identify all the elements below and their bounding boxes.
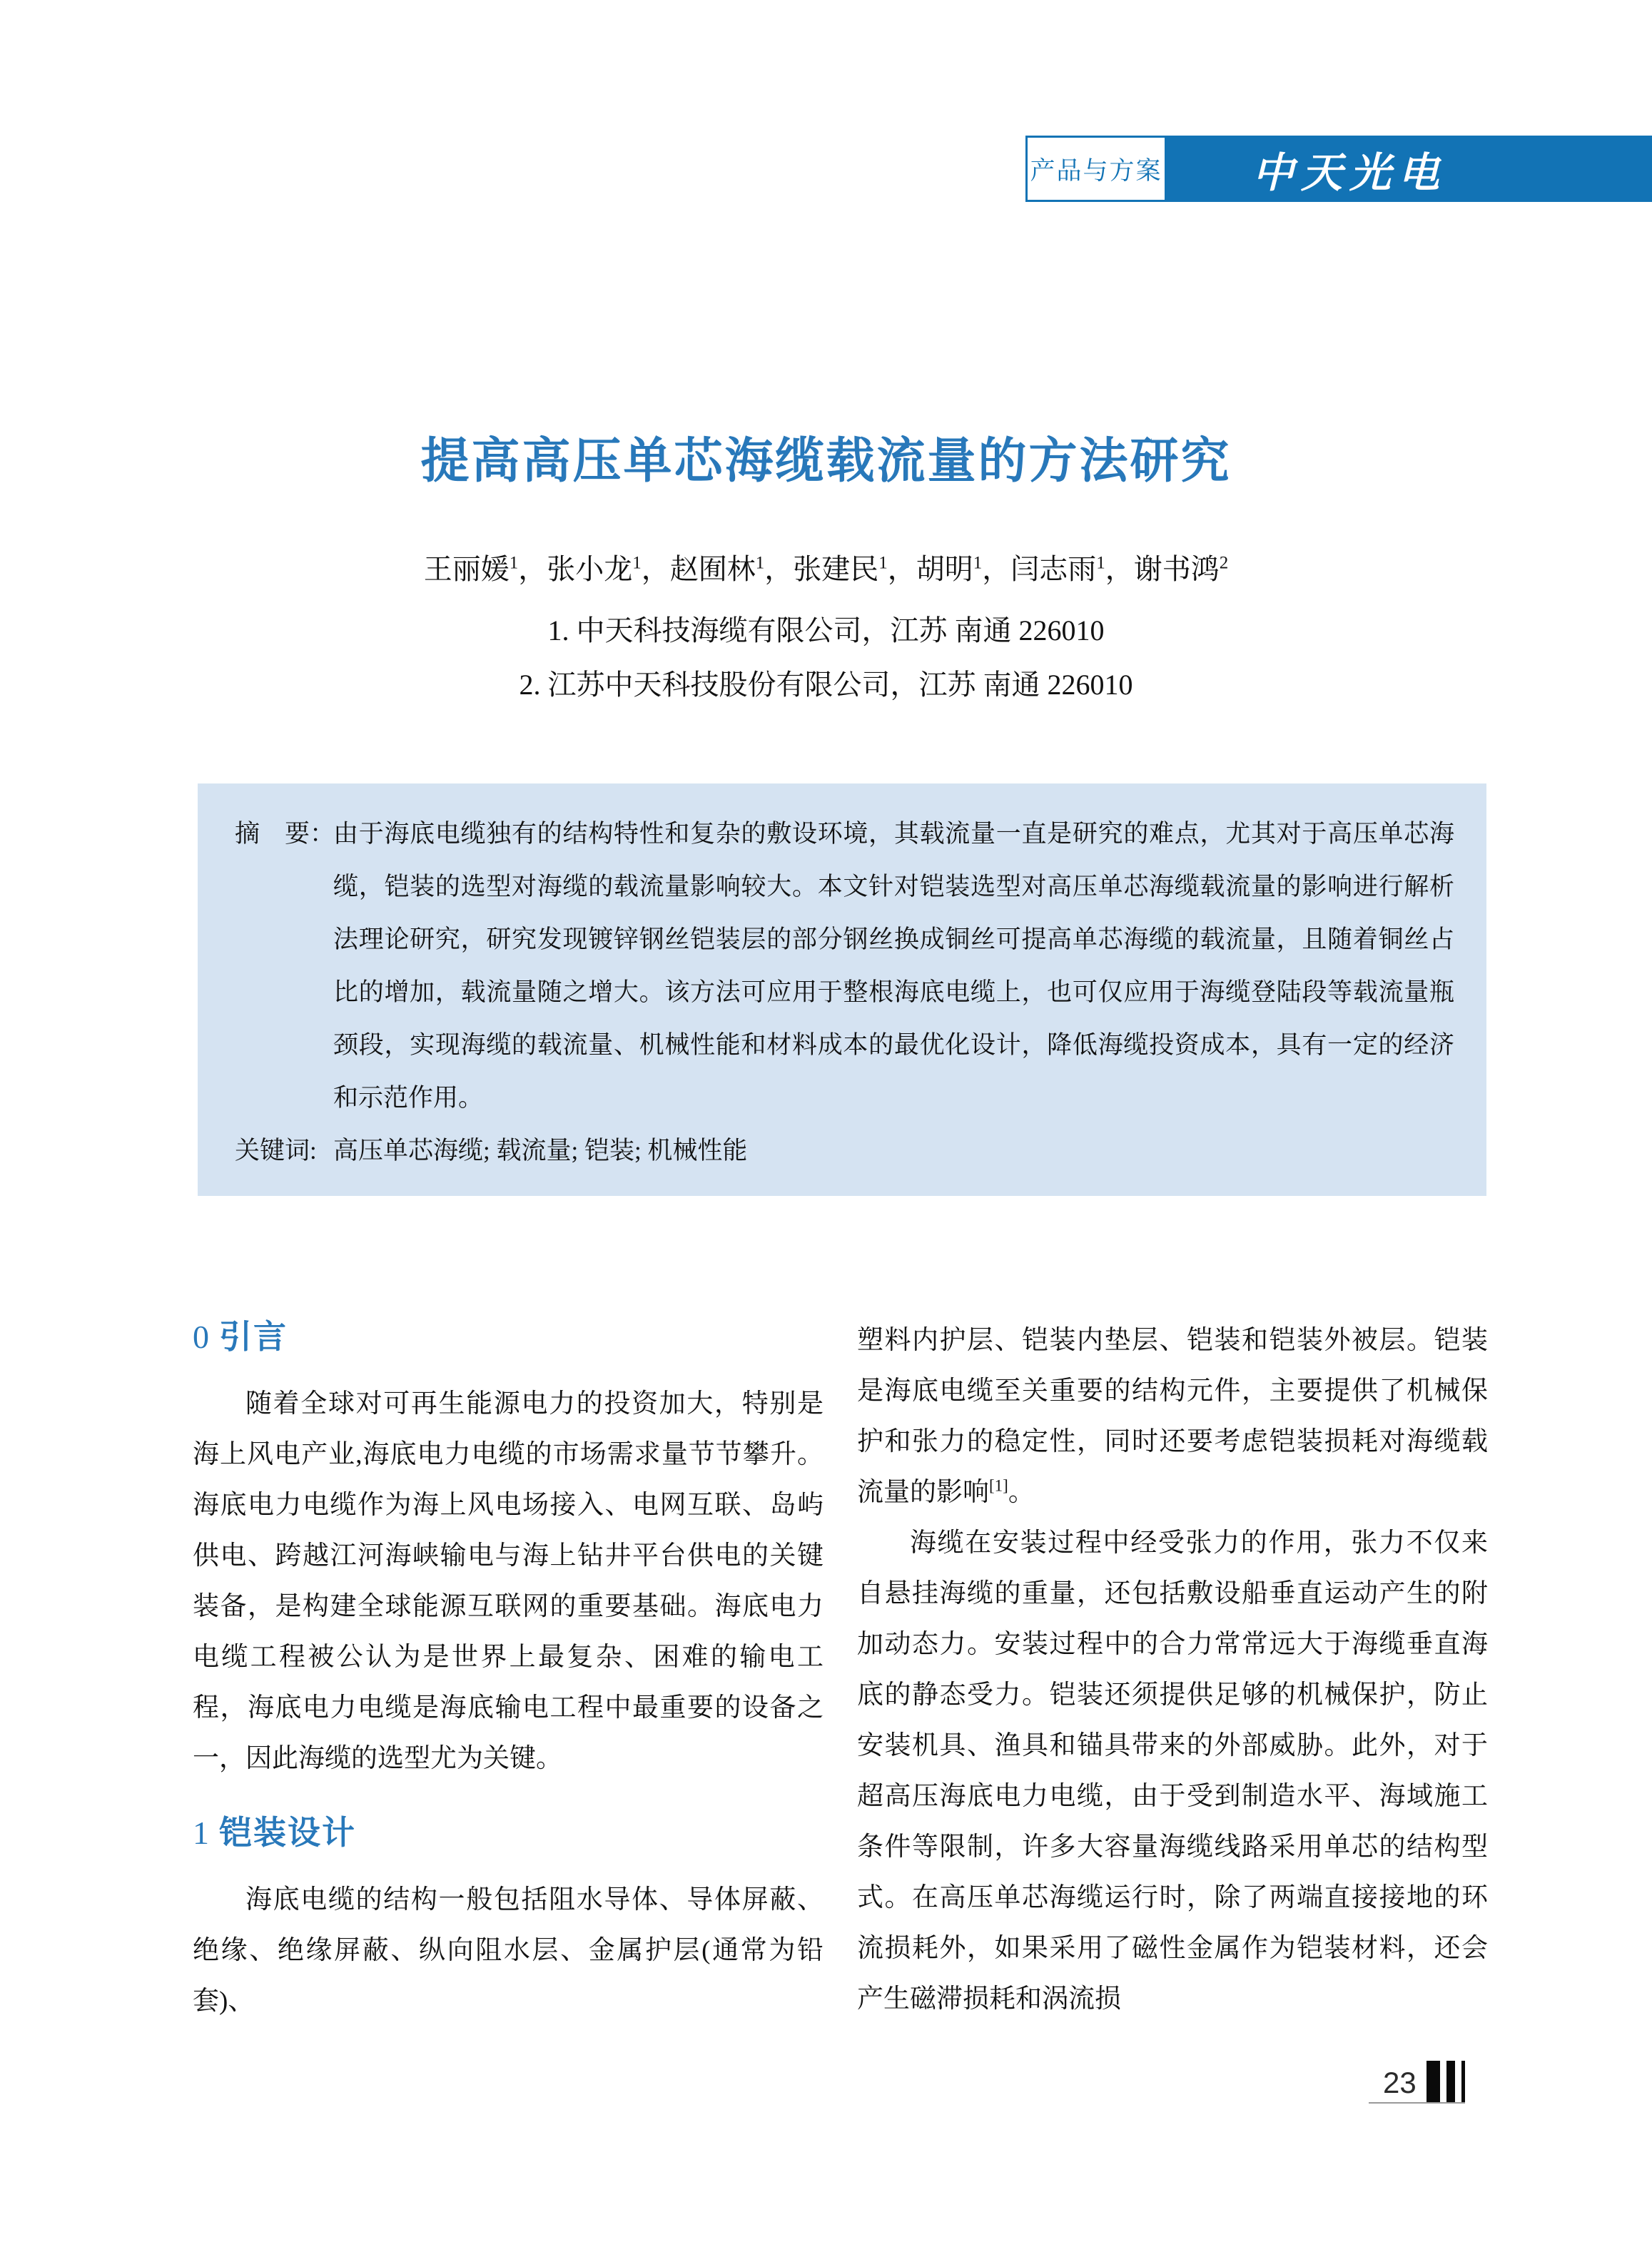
keywords-row (235, 1125, 1454, 1177)
author: 张建民$^1$， (793, 553, 916, 585)
section-heading-1 (193, 1811, 824, 1855)
affiliation-line: 1. 中天科技海缆有限公司，江苏 南通 226010 (547, 614, 1105, 646)
paragraph-cable-structure-continued: 塑料内护层、铠装内垫层、铠装和铠装外被层。铠装是海底电缆至关重要的结构元件，主要提供了机械保护和张力的稳定性，同时还要考虑铠装损耗对海缆载流量的影响[1]。 (857, 1326, 1488, 1507)
author: 赵囿林$^1$， (669, 553, 794, 585)
right-column (857, 1315, 1488, 2027)
author: 闫志雨$^1$， (1010, 553, 1134, 585)
section-badge (1025, 136, 1167, 202)
paragraph-installation-tension: 海缆在安装过程中经受张力的作用，张力不仅来自悬挂海缆的重量，还包括敷设船垂直运动产生的附加动态力。安装过程中的合力常常远大于海缆垂直海底的静态受力。铠装还须提供足够的机械保护，防止安装机具、渔具和锚具带来的外部威胁。此外，对于超高压海底电力电缆，由于受到制造水平、海域施工条件等限制，许多大容量海缆线路采用单芯的结构型式。在高压单芯海缆运行时，除了两端直接接地的环流损耗外，如果采用了磁性金属作为铠装材料，还会产生磁滞损耗和涡流损 (857, 1528, 1488, 2014)
section-title: 铠装设计 (219, 1814, 356, 1851)
author-affiliation-mark: 2 (1219, 553, 1229, 573)
bar-thick (1427, 2061, 1440, 2102)
affiliation-line: 2. 江苏中天科技股份有限公司，江苏 南通 226010 (519, 669, 1133, 701)
page-header-band (1025, 136, 1652, 202)
page-number: 23 (1383, 2066, 1417, 2099)
author-separator: ， (1105, 553, 1134, 585)
section-badge-label: 产品与方案 (1030, 156, 1162, 185)
abstract-label: 摘 要： (235, 820, 335, 848)
authors-line (0, 547, 1652, 587)
brand-logo: 中天光电 (1252, 149, 1447, 196)
author-affiliation-mark: 1 (1096, 553, 1105, 573)
keywords-label: 关键词: (235, 1137, 317, 1165)
article-title: 提高高压单芯海缆载流量的方法研究 (420, 434, 1232, 488)
author-affiliation-mark: 1 (632, 553, 642, 573)
abstract-text: 由于海底电缆独有的结构特性和复杂的敷设环境，其载流量一直是研究的难点，尤其对于高压单芯海缆，铠装的选型对海缆的载流量影响较大。本文针对铠装选型对高压单芯海缆载流量的影响进行解析法理论研究，研究发现镀锌钢丝铠装层的部分钢丝换成铜丝可提高单芯海缆的载流量，且随着铜丝占比的增加，载流量随之增大。该方法可应用于整根海底电缆上，也可仅应用于海缆登陆段等载流量瓶颈段，实现海缆的载流量、机械性能和材料成本的最优化设计，降低海缆投资成本，具有一定的经济和示范作用。 (333, 820, 1454, 1112)
author-separator: ， (641, 553, 670, 585)
author-affiliation-mark: 1 (755, 553, 765, 573)
section-heading-0 (193, 1315, 824, 1359)
author-affiliation-mark: 1 (509, 553, 519, 573)
bar-thin (1461, 2061, 1465, 2102)
abstract-row (235, 808, 1454, 1125)
author-separator: ， (982, 553, 1011, 585)
author: 胡明$^1$， (916, 553, 1011, 585)
left-column (193, 1315, 824, 2027)
author-affiliation-mark: 1 (878, 553, 888, 573)
author: 王丽媛$^1$， (423, 553, 547, 585)
page-marker-bars-icon (1427, 2061, 1465, 2102)
section-number: 0 (193, 1319, 209, 1355)
page-footer (1369, 2061, 1465, 2104)
author-separator: ， (887, 553, 916, 585)
bar-medium (1446, 2061, 1455, 2102)
author: 谢书鸿$^2$ (1133, 553, 1229, 585)
abstract-box (198, 783, 1486, 1196)
section-number: 1 (193, 1815, 209, 1851)
keywords-text: 高压单芯海缆; 载流量; 铠装; 机械性能 (333, 1137, 748, 1165)
section-title: 引言 (219, 1318, 288, 1355)
paragraph-introduction: 随着全球对可再生能源电力的投资加大，特别是海上风电产业,海底电力电缆的市场需求量节节攀升。海底电力电缆作为海上风电场接入、电网互联、岛屿供电、跨越江河海峡输电与海上钻井平台供电的关键装备，是构建全球能源互联网的重要基础。海底电力电缆工程被公认为是世界上最复杂、困难的输电工程，海底电力电缆是海底输电工程中最重要的设备之一，因此海缆的选型尤为关键。 (193, 1389, 824, 1773)
citation-ref: [1] (989, 1476, 1008, 1495)
author: 张小龙$^1$， (547, 553, 670, 585)
affiliations (0, 604, 1652, 712)
author-separator: ， (764, 553, 794, 585)
paragraph-cable-structure: 海底电缆的结构一般包括阻水导体、导体屏蔽、绝缘、绝缘屏蔽、纵向阻水层、金属护层(通常为铅套)、 (193, 1885, 824, 2016)
author-separator: ， (518, 553, 547, 585)
author-affiliation-mark: 1 (973, 553, 983, 573)
body-columns (193, 1315, 1488, 2027)
header-blue-band (1167, 136, 1652, 202)
